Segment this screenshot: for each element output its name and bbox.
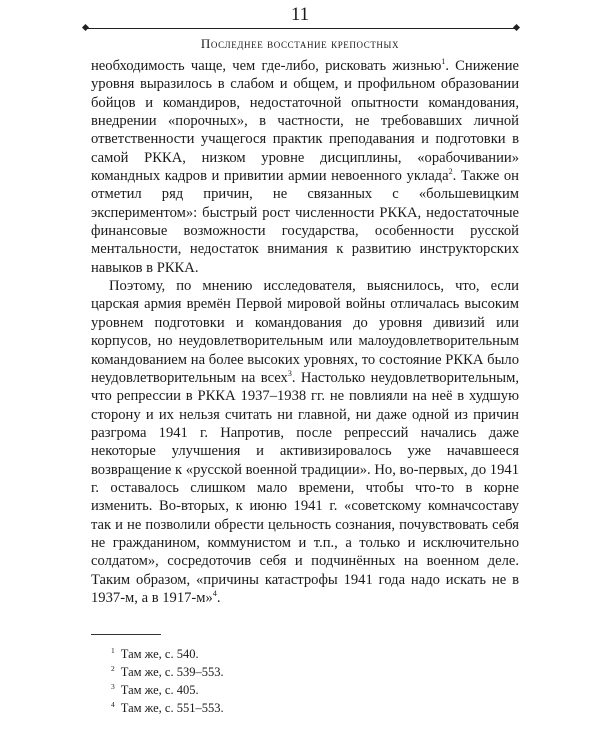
footnote-number: 3: [111, 682, 115, 691]
footnote-ref: 1: [441, 57, 446, 66]
body-text: [91, 57, 519, 607]
footnote-number: 2: [111, 664, 115, 673]
footnote-text: Там же, с. 540.: [120, 647, 199, 661]
footnote-ref: 2: [448, 167, 453, 177]
body-paragraph: [91, 57, 519, 277]
footnote: [91, 663, 519, 681]
footnote-number: 4: [111, 700, 115, 709]
running-head: Последнее восстание крепостных: [200, 36, 400, 51]
footnote-ref: 3: [287, 368, 292, 378]
page-number: 11: [290, 4, 310, 25]
body-paragraph: [91, 277, 519, 607]
footnotes: [91, 634, 519, 717]
footnote: [91, 645, 519, 663]
text-run: .: [216, 589, 221, 606]
footnote-text: Там же, с. 539–553.: [120, 665, 224, 679]
footnote-ref: 4: [212, 588, 217, 598]
footnote-rule: [91, 634, 161, 635]
text-run: Поэтому, по мнению исследователя, выяснилось, что, если царская армия времён Первой мировой войны отличалась высоким уровнем подготовки и командования до уровня дивизий или корпусов, но неудовлетворительным или малоудовлетворительным командованием на более высоких уровнях, то состояние РККА было неудовлетворительным на всех: [91, 278, 519, 386]
text-run: . Настолько неудовлетворительным, что репрессии в РККА 1937–1938 гг. не повлияли на неё в худшую сторону и их нельзя считать ни главной, ни даже одной из причин разгрома 1941 г. Напротив, после репрессий начались даже некоторые улучшения и активизировалось уже начавшееся возвращение к «русской военной традиции». Но, во-первых, до 1941 г. оставалось слишком мало времени, чтобы что-то в корне изменить. Во-вторых, к июню 1941 г. «советскому комначсоставу так и не позволили обрести цельность сознания, почувствовать себя не гражданином, коммунистом и т.п., а только и исключительно солдатом», сосредоточив себя и подчинённых на военном деле. Таким образом, «причины катастрофы 1941 года надо искать не в 1937-м, а в 1917-м»: [91, 369, 519, 606]
footnote-text: Там же, с. 551–553.: [120, 701, 224, 715]
footnote-text: Там же, с. 405.: [120, 683, 199, 697]
footnote-number: 1: [111, 646, 115, 655]
footnote: [91, 681, 519, 699]
text-run: необходимость чаще, чем где-либо, рисковать жизнью: [91, 58, 442, 74]
footnote: [91, 699, 519, 717]
text-run: . Снижение уровня выразилось в слабом и общем, и профильном образовании бойцов и командиров, недостаточной опытности командования, внедрении «порочных», в частности, не требовавших личной ответственности учащегося практик преподавания и подготовки в самой РККА, низком уровне дисциплины, «орабочивании» командных кадров и привитии армии невоенного уклада: [91, 58, 519, 185]
text-run: . Также он отметил ряд причин, не связанных с «большевицким экспериментом»: быстрый рост численности РККА, недостаточные финансовые возможности государства, особенности русской ментальности, недостаток внимания к развитию инструкторских навыков в РККА.: [91, 168, 519, 276]
header-rule: [86, 28, 516, 29]
footnote-list: [91, 645, 519, 717]
